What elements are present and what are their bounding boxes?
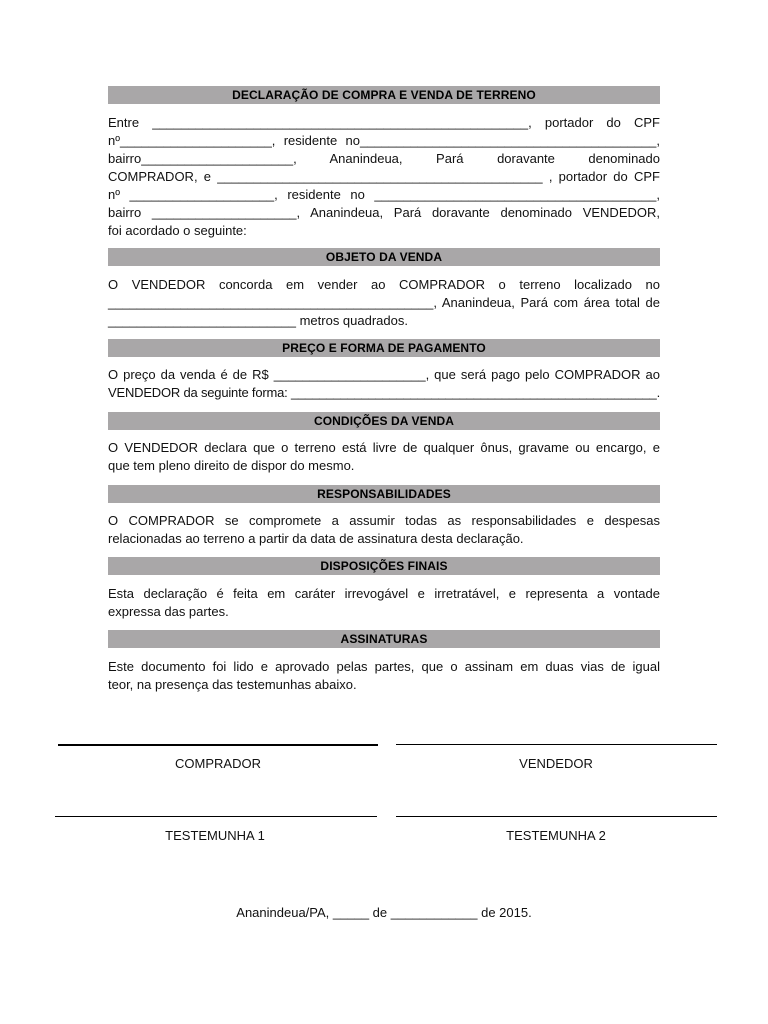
body-line: expressa das partes. <box>108 604 229 619</box>
intro-line: bairro_____________________, Ananindeua, Pará doravante denominado <box>108 151 660 166</box>
section-body-objeto <box>108 276 660 330</box>
intro-paragraph <box>108 114 660 240</box>
body-line: teor, na presença das testemunhas abaixo. <box>108 677 357 692</box>
section-body-condicoes <box>108 439 660 475</box>
section-heading-responsabilidades: RESPONSABILIDADES <box>108 485 660 503</box>
body-line: _____________________________________________, Ananindeua, Pará com área total de <box>108 295 660 310</box>
signature-line-comprador <box>58 744 378 746</box>
signature-label-comprador: COMPRADOR <box>175 756 261 771</box>
signature-line-testemunha-2 <box>396 816 717 817</box>
intro-line: foi acordado o seguinte: <box>108 223 247 238</box>
body-line: O VENDEDOR declara que o terreno está livre de qualquer ônus, gravame ou encargo, e <box>108 440 660 455</box>
intro-line: bairro ____________________, Ananindeua, Pará doravante denominado VENDEDOR, <box>108 205 660 220</box>
signature-label-testemunha-2: TESTEMUNHA 2 <box>506 828 606 843</box>
intro-line: COMPRADOR, e _____________________________________________ , portador do CPF <box>108 169 660 184</box>
body-line: VENDEDOR da seguinte forma: ____________________________________________________. <box>108 385 660 400</box>
document-title: DECLARAÇÃO DE COMPRA E VENDA DE TERRENO <box>108 86 660 104</box>
section-body-responsabilidades <box>108 512 660 548</box>
section-heading-disposicoes: DISPOSIÇÕES FINAIS <box>108 557 660 575</box>
body-line: que tem pleno direito de dispor do mesmo. <box>108 458 355 473</box>
intro-line: Entre ____________________________________________________, portador do CPF <box>108 115 660 130</box>
body-line: Esta declaração é feita em caráter irrevogável e irretratável, e representa a vontade <box>108 586 660 601</box>
section-heading-objeto: OBJETO DA VENDA <box>108 248 660 266</box>
section-body-assinaturas <box>108 658 660 694</box>
signature-label-testemunha-1: TESTEMUNHA 1 <box>165 828 265 843</box>
section-body-preco <box>108 366 660 402</box>
intro-line: nº_____________________, residente no_________________________________________, <box>108 133 660 148</box>
intro-line: nº ____________________, residente no _______________________________________, <box>108 187 660 202</box>
body-line: O COMPRADOR se compromete a assumir todas as responsabilidades e despesas <box>108 513 660 528</box>
section-heading-preco: PREÇO E FORMA DE PAGAMENTO <box>108 339 660 357</box>
body-line: __________________________ metros quadrados. <box>108 313 408 328</box>
body-line: O VENDEDOR concorda em vender ao COMPRADOR o terreno localizado no <box>108 277 660 292</box>
signature-label-vendedor: VENDEDOR <box>519 756 593 771</box>
signature-line-testemunha-1 <box>55 816 377 817</box>
date-location-line: Ananindeua/PA, _____ de ____________ de 2015. <box>236 905 532 920</box>
section-heading-condicoes: CONDIÇÕES DA VENDA <box>108 412 660 430</box>
section-heading-assinaturas: ASSINATURAS <box>108 630 660 648</box>
body-line: O preço da venda é de R$ _____________________, que será pago pelo COMPRADOR ao <box>108 367 660 382</box>
signature-line-vendedor <box>396 744 717 745</box>
section-body-disposicoes <box>108 585 660 621</box>
body-line: relacionadas ao terreno a partir da data de assinatura desta declaração. <box>108 531 524 546</box>
body-line: Este documento foi lido e aprovado pelas partes, que o assinam em duas vias de igual <box>108 659 660 674</box>
